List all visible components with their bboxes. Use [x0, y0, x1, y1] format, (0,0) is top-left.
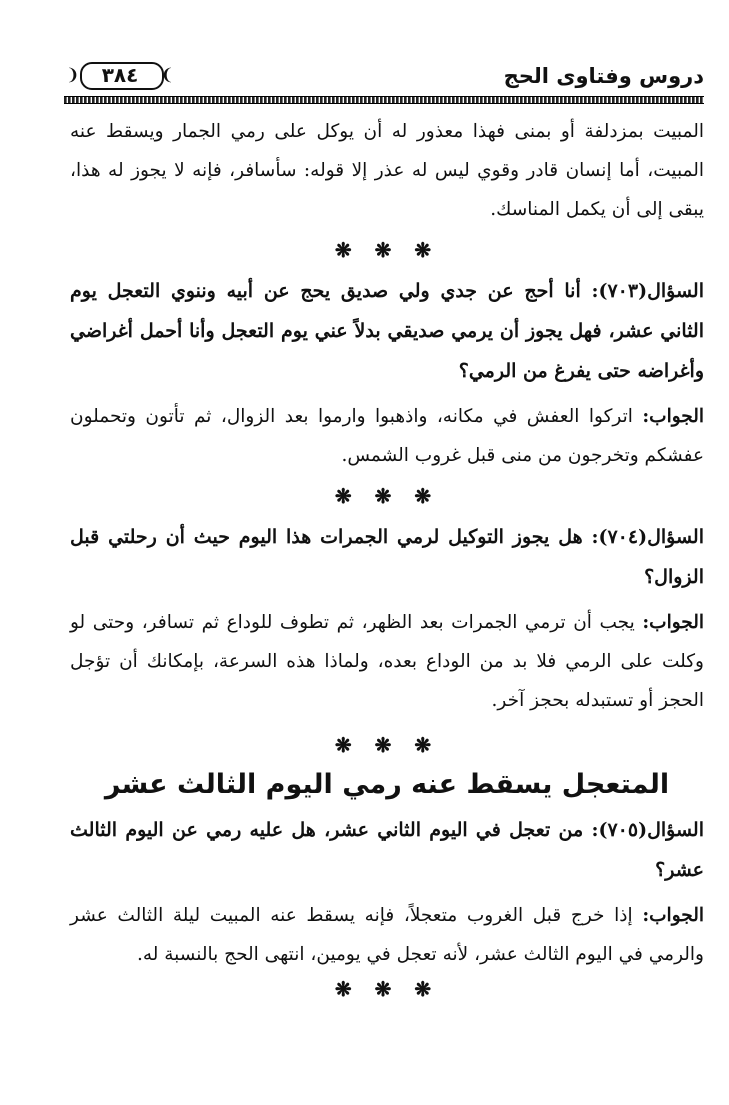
question-703: السؤال(٧٠٣): أنا أحج عن جدي ولي صديق يحج عن أبيه وننوي التعجل يوم الثاني عشر، فهل يجوز أن يرمي صديقي بدلاً عني يوم التعجل وأنا أحمل أغراضي وأغراضه حتى يفرغ من الرمي؟: [70, 280, 704, 382]
question-705: السؤال(٧٠٥): من تعجل في اليوم الثاني عشر، هل عليه رمي عن اليوم الثالث عشر؟: [70, 819, 704, 881]
header-divider: [64, 96, 704, 104]
answer-703-text: اتركوا العفش في مكانه، واذهبوا وارموا بعد الزوال، ثم تأتون وتحملون عفشكم وتخرجون من منى قبل غروب الشمس.: [70, 406, 704, 466]
question-704: السؤال(٧٠٤): هل يجوز التوكيل لرمي الجمرات هذا اليوم حيث أن رحلتي قبل الزوال؟: [70, 526, 704, 588]
intro-paragraph: المبيت بمزدلفة أو بمنى فهذا معذور له أن يوكل على رمي الجمار ويسقط عنه المبيت، أما إنسان قادر وقوي ليس له عذر إلا قوله: سأسافر، فإنه لا يجوز له هذا، يبقى إلى أن يكمل المناسك.: [70, 121, 704, 220]
answer-label: الجواب:: [642, 905, 704, 926]
running-title: دروس وفتاوى الحج: [503, 64, 704, 88]
separator-stars-icon: ❋ ❋ ❋: [334, 238, 440, 262]
ornament-left-icon: ❨: [66, 65, 80, 84]
page-number: ٣٨٤: [101, 63, 139, 87]
answer-label: الجواب:: [642, 406, 704, 427]
answer-705: [70, 896, 704, 974]
answer-705-text: إذا خرج قبل الغروب متعجلاً، فإنه يسقط عنه المبيت ليلة الثالث عشر والرمي في اليوم الثالث عشر، لأنه تعجل في يومين، انتهى الحج بالنسبة له.: [70, 905, 704, 965]
answer-704: [70, 603, 704, 720]
page-header: [64, 60, 704, 94]
section-heading: المتعجل يسقط عنه رمي اليوم الثالث عشر: [104, 769, 670, 800]
page-content: [70, 112, 704, 1004]
separator-stars-icon: ❋ ❋ ❋: [334, 484, 440, 508]
answer-703: [70, 397, 704, 475]
page-number-badge: [64, 60, 176, 90]
separator-stars-icon: ❋ ❋ ❋: [334, 977, 440, 1001]
ornament-right-icon: ❩: [160, 65, 174, 84]
answer-label: الجواب:: [642, 612, 704, 633]
answer-704-text: يجب أن ترمي الجمرات بعد الظهر، ثم تطوف للوداع ثم تسافر، وحتى لو وكلت على الرمي فلا بد من الوداع بعده، ولماذا هذه السرعة، بإمكانك أن تؤجل الحجز أو تستبدله بحجز آخر.: [70, 612, 704, 711]
separator-stars-icon: ❋ ❋ ❋: [334, 733, 440, 757]
